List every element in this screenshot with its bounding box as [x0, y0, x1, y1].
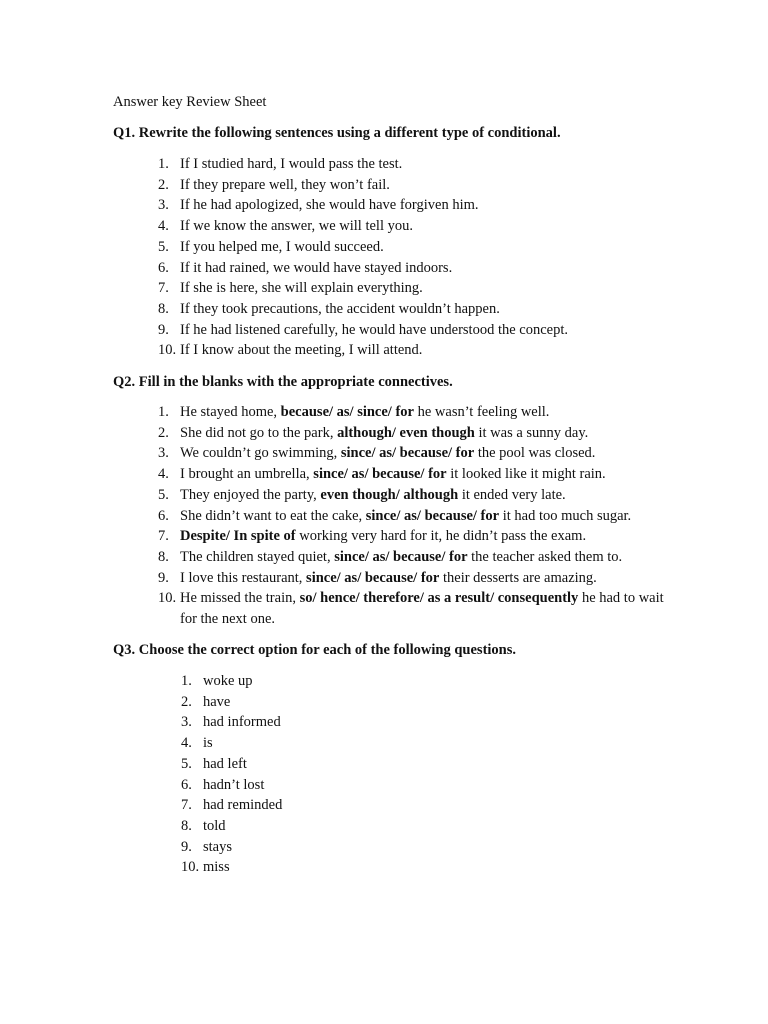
list-item-text: it had too much sugar.: [499, 507, 632, 524]
list-item-text: She didn’t want to eat the cake,: [180, 507, 366, 524]
list-item-number: 8.: [158, 548, 169, 565]
list-item-number: 2.: [158, 424, 169, 441]
question-2-answer-list: [158, 402, 680, 630]
list-item: [181, 775, 603, 796]
list-item: [158, 506, 680, 527]
list-item: [158, 299, 700, 320]
list-item: [181, 692, 603, 713]
list-item-text: it looked like it might rain.: [446, 466, 606, 483]
list-item-number: 7.: [181, 797, 192, 814]
list-item: [158, 320, 700, 341]
list-item: [158, 195, 700, 216]
answer-connective: since/ as/ because/ for: [334, 548, 468, 565]
list-item: [158, 423, 680, 444]
list-item: [158, 237, 700, 258]
list-item-text: have: [203, 693, 231, 710]
list-item-number: 3.: [158, 197, 169, 214]
list-item: [158, 464, 680, 485]
question-3-heading: Q3. Choose the correct option for each of the following questions.: [113, 642, 517, 658]
list-item-text: We couldn’t go swimming,: [180, 445, 341, 462]
list-item: [181, 837, 603, 858]
list-item: [158, 340, 700, 361]
list-item-text: If you helped me, I would succeed.: [180, 238, 384, 255]
list-item-text: The children stayed quiet,: [180, 548, 335, 565]
list-item-text: I love this restaurant,: [180, 569, 307, 586]
list-item: [158, 278, 700, 299]
list-item-text: If he had listened carefully, he would have understood the concept.: [180, 321, 569, 338]
list-item-text: woke up: [203, 673, 253, 689]
list-item-text: If they took precautions, the accident wouldn’t happen.: [180, 300, 500, 317]
list-item: [181, 795, 603, 816]
list-item-number: 6.: [181, 776, 192, 793]
list-item-text: If he had apologized, she would have forgiven him.: [180, 197, 479, 214]
list-item-text: They enjoyed the party,: [180, 486, 321, 503]
question-1-answer-list: [158, 154, 700, 361]
list-item-text: miss: [203, 859, 230, 876]
list-item: [158, 526, 680, 547]
list-item: [181, 671, 603, 692]
list-item-number: 4.: [181, 735, 192, 752]
list-item-text: it ended very late.: [458, 486, 566, 503]
list-item-text: If I studied hard, I would pass the test.: [180, 156, 403, 172]
list-item-text: If she is here, she will explain everything.: [180, 280, 423, 297]
answer-connective: so/ hence/ therefore/ as a result/ consequently: [299, 590, 579, 607]
list-item-number: 8.: [181, 817, 192, 834]
list-item-number: 7.: [158, 280, 169, 297]
list-item-number: 1.: [158, 156, 169, 172]
answer-connective: since/ as/ because/ for: [365, 507, 500, 524]
list-item-text: had reminded: [203, 797, 283, 814]
list-item-number: 1.: [181, 673, 192, 689]
list-item: [181, 816, 603, 837]
list-item-number: 6.: [158, 507, 169, 524]
list-item-number: 8.: [158, 300, 169, 317]
list-item-text: If I know about the meeting, I will attend.: [180, 342, 423, 359]
list-item-text: had informed: [203, 714, 281, 731]
list-item-number: 9.: [158, 321, 169, 338]
answer-connective: since/ as/ because/ for: [306, 569, 440, 586]
list-item-number: 9.: [158, 569, 169, 586]
list-item-text: If it had rained, we would have stayed indoors.: [180, 259, 453, 276]
list-item: [158, 258, 700, 279]
answer-connective: even though/ although: [320, 486, 459, 503]
list-item-text: If they prepare well, they won’t fail.: [180, 176, 390, 193]
list-item-number: 2.: [181, 693, 192, 710]
list-item: [158, 402, 680, 423]
list-item-text: hadn’t lost: [203, 776, 265, 793]
question-3-answer-list: [181, 671, 603, 878]
list-item-text: If we know the answer, we will tell you.: [180, 218, 413, 235]
list-item-text: working very hard for it, he didn’t pass the exam.: [295, 528, 587, 545]
question-1-heading: Q1. Rewrite the following sentences using a different type of conditional.: [113, 125, 561, 141]
list-item-text: he had to wait for the next one.: [180, 590, 664, 628]
list-item-number: 1.: [158, 404, 169, 420]
list-item-number: 10.: [158, 590, 177, 607]
list-item-text: the pool was closed.: [474, 445, 596, 462]
list-item: [158, 216, 700, 237]
list-item-text: He missed the train,: [180, 590, 300, 607]
answer-connective: Despite/ In spite of: [180, 528, 296, 545]
document-title: Answer key Review Sheet: [113, 94, 267, 110]
answer-connective: since/ as/ because/ for: [313, 466, 447, 483]
list-item-number: 10.: [158, 342, 177, 359]
list-item: [181, 733, 603, 754]
list-item-text: their desserts are amazing.: [439, 569, 597, 586]
list-item-text: stays: [203, 838, 232, 855]
answer-connective: because/ as/ since/ for: [280, 404, 414, 420]
list-item-number: 5.: [158, 238, 169, 255]
list-item-number: 10.: [181, 859, 200, 876]
list-item-text: told: [203, 817, 226, 834]
list-item-text: it was a sunny day.: [474, 424, 589, 441]
list-item: [158, 568, 680, 589]
list-item-number: 9.: [181, 838, 192, 855]
list-item-number: 7.: [158, 528, 169, 545]
list-item: [181, 754, 603, 775]
list-item-text: is: [203, 735, 213, 752]
list-item-text: he wasn’t feeling well.: [413, 404, 550, 420]
list-item: [181, 712, 603, 733]
list-item-text: I brought an umbrella,: [180, 466, 314, 483]
list-item-number: 3.: [158, 445, 169, 462]
list-item-number: 6.: [158, 259, 169, 276]
question-2-heading: Q2. Fill in the blanks with the appropriate connectives.: [113, 374, 453, 390]
list-item: [158, 443, 680, 464]
list-item: [158, 154, 700, 175]
list-item: [158, 485, 680, 506]
list-item-number: 2.: [158, 176, 169, 193]
answer-connective: although/ even though: [337, 424, 475, 441]
list-item-number: 5.: [158, 486, 169, 503]
list-item-number: 3.: [181, 714, 192, 731]
list-item-text: the teacher asked them to.: [467, 548, 623, 565]
list-item-number: 4.: [158, 466, 169, 483]
answer-connective: since/ as/ because/ for: [340, 445, 475, 462]
list-item-number: 4.: [158, 218, 169, 235]
list-item: [158, 547, 680, 568]
list-item-text: She did not go to the park,: [180, 424, 338, 441]
list-item: [181, 857, 603, 878]
list-item: [158, 175, 700, 196]
list-item-text: had left: [203, 755, 247, 772]
list-item: [158, 588, 680, 629]
list-item-text: He stayed home,: [180, 404, 281, 420]
list-item-number: 5.: [181, 755, 192, 772]
